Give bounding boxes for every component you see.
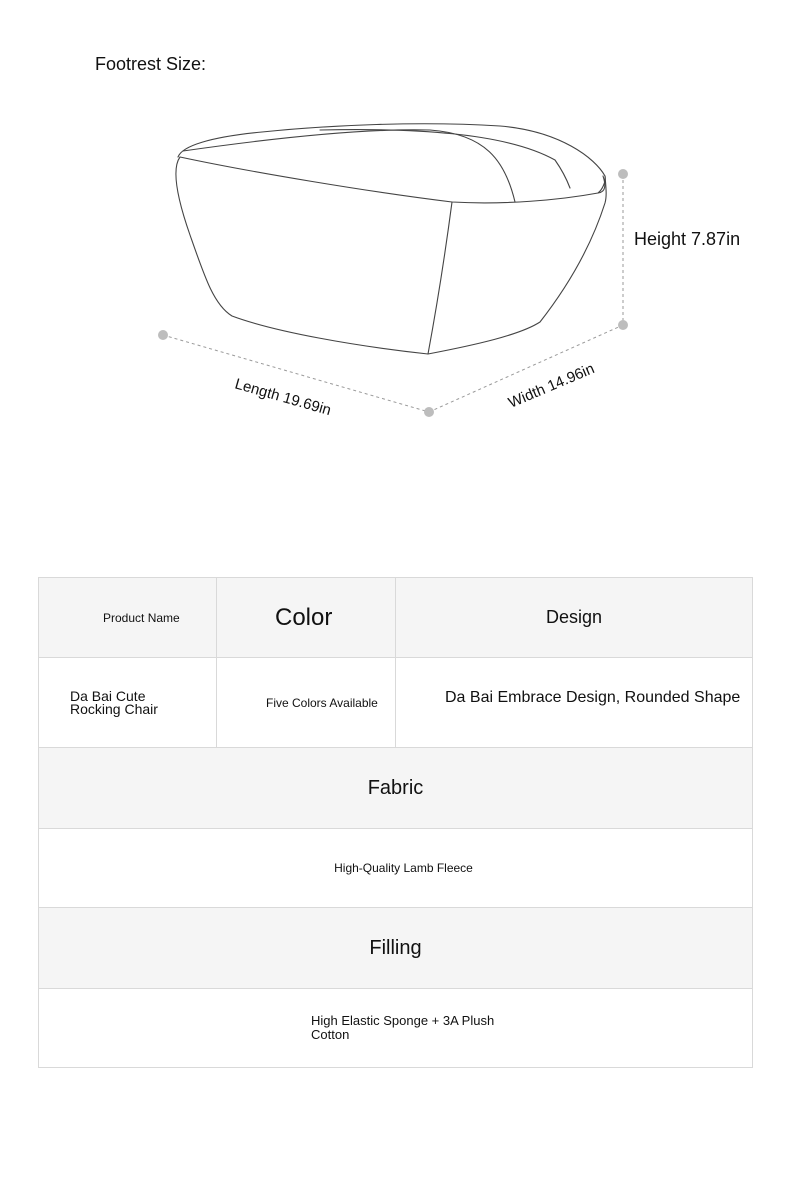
corner-dot	[424, 407, 434, 417]
fabric-label-cell	[39, 748, 753, 829]
product-name-value-cell	[39, 658, 217, 748]
height-bottom-dot	[618, 320, 628, 330]
fabric-value-row	[39, 829, 753, 908]
filling-value-cell	[39, 989, 753, 1068]
filling-value-row	[39, 989, 753, 1068]
length-start-dot	[158, 330, 168, 340]
color-value-cell	[217, 658, 396, 748]
fabric-value: High-Quality Lamb Fleece	[334, 861, 473, 875]
footrest-size-heading: Footrest Size:	[95, 54, 207, 74]
spec-values-row	[39, 658, 753, 748]
design-value-cell	[396, 658, 753, 748]
product-name-header: Product Name	[103, 610, 180, 625]
footrest-diagram	[0, 0, 790, 520]
height-label: Height 7.87in	[634, 229, 741, 249]
color-header-cell	[217, 578, 396, 658]
length-label: Length 19.69in	[232, 375, 334, 420]
color-value: Five Colors Available	[266, 695, 378, 710]
filling-label-row	[39, 908, 753, 989]
filling-label-cell	[39, 908, 753, 989]
design-header-cell	[396, 578, 753, 658]
fabric-label-row	[39, 748, 753, 829]
footrest-illustration	[176, 124, 606, 354]
design-header: Design	[545, 607, 603, 627]
filling-value: High Elastic Sponge + 3A Plush Cotton	[311, 1013, 495, 1042]
spec-table	[38, 577, 753, 1068]
color-header: Color	[275, 603, 333, 631]
fabric-label: Fabric	[367, 776, 424, 799]
width-label: Width 14.96in	[505, 360, 598, 412]
product-name-value: Da Bai Cute Rocking Chair	[70, 687, 158, 717]
height-top-dot	[618, 169, 628, 179]
product-name-header-cell	[39, 578, 217, 658]
fabric-value-cell	[39, 829, 753, 908]
spec-header-row	[39, 578, 753, 658]
filling-label: Filling	[369, 936, 422, 959]
design-value: Da Bai Embrace Design, Rounded Shape	[445, 688, 741, 706]
